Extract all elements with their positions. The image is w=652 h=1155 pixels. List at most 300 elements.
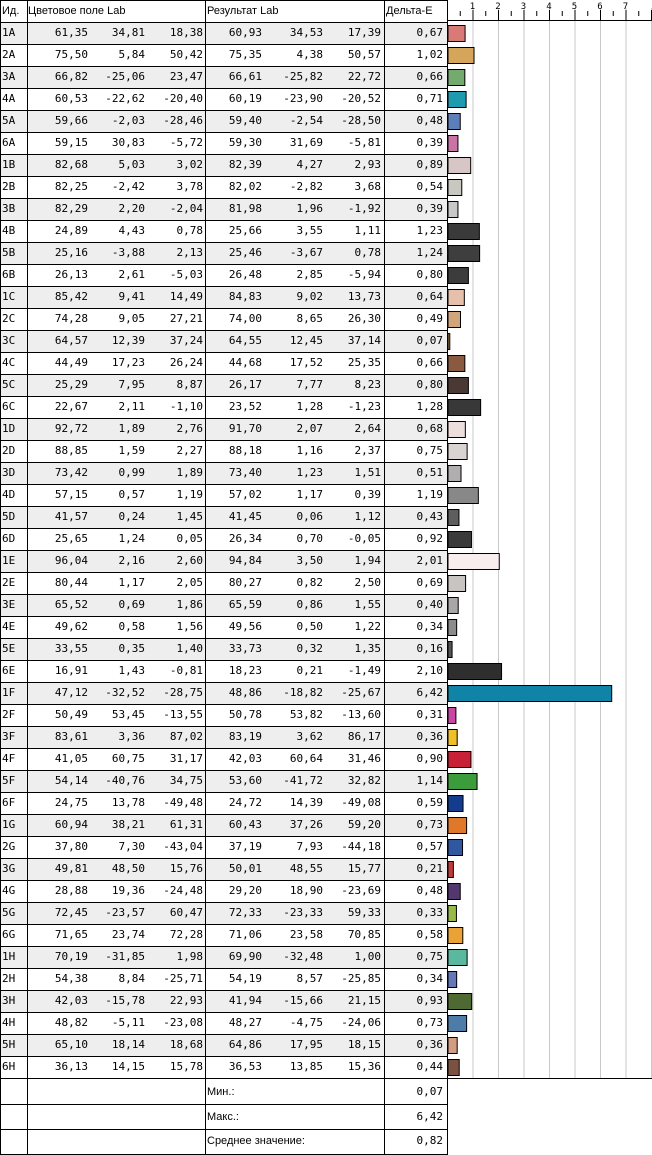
header-delta-e: Дельта-E: [386, 5, 433, 17]
cell-rb: 8,23: [354, 378, 381, 391]
cell-ra: 14,39: [289, 796, 323, 809]
cell-rb: -25,85: [341, 972, 381, 985]
cell-pa: 2,16: [118, 554, 145, 567]
cell-rb: 15,36: [347, 1060, 381, 1073]
cell-pa: -31,85: [105, 950, 145, 963]
row-id: 4G: [2, 884, 16, 897]
cell-rL: 72,33: [228, 906, 262, 919]
cell-pL: 82,68: [54, 158, 88, 171]
cell-de: 0,34: [416, 972, 443, 985]
cell-ra: 3,55: [296, 224, 323, 237]
cell-pa: 4,43: [118, 224, 145, 237]
cell-rb: -24,06: [341, 1016, 381, 1029]
cell-pb: 18,38: [169, 26, 203, 39]
cell-pL: 36,13: [54, 1060, 88, 1073]
cell-ra: 0,50: [296, 620, 323, 633]
cell-de: 0,36: [416, 1038, 443, 1051]
cell-de: 0,75: [416, 950, 443, 963]
cell-de: 0,80: [416, 378, 443, 391]
row-id: 4D: [2, 488, 16, 501]
row-id: 4F: [2, 752, 16, 765]
cell-de: 0,75: [416, 444, 443, 457]
cell-rL: 42,03: [228, 752, 262, 765]
cell-rL: 60,19: [228, 92, 262, 105]
cell-ra: 0,86: [296, 598, 323, 611]
cell-rL: 84,83: [228, 290, 262, 303]
cell-rb: -28,50: [341, 114, 381, 127]
cell-de: 0,51: [416, 466, 443, 479]
row-id: 3B: [2, 202, 16, 215]
cell-ra: 31,69: [289, 136, 323, 149]
cell-rb: -23,69: [341, 884, 381, 897]
cell-pa: -25,06: [105, 70, 145, 83]
row-id: 6B: [2, 268, 16, 281]
cell-de: 0,73: [416, 1016, 443, 1029]
row-id: 5H: [2, 1038, 16, 1051]
cell-rb: 31,46: [347, 752, 381, 765]
cell-de: 1,24: [416, 246, 443, 259]
chart-tick-label: 4: [546, 2, 552, 12]
cell-pa: 30,83: [111, 136, 145, 149]
cell-de: 2,01: [416, 554, 443, 567]
cell-de: 0,48: [416, 884, 443, 897]
cell-ra: 1,28: [296, 400, 323, 413]
cell-pa: 18,14: [111, 1038, 145, 1051]
cell-de: 0,21: [416, 862, 443, 875]
row-id: 1D: [2, 422, 16, 435]
cell-pb: 2,05: [176, 576, 203, 589]
chart-tick-label: 5: [571, 2, 578, 12]
cell-pL: 61,35: [54, 26, 88, 39]
row-id: 6H: [2, 1060, 16, 1073]
cell-rb: 32,82: [347, 774, 381, 787]
cell-pb: -49,48: [163, 796, 203, 809]
cell-pL: 59,15: [54, 136, 88, 149]
cell-rb: 59,33: [347, 906, 381, 919]
cell-de: 0,64: [416, 290, 443, 303]
cell-ra: 48,55: [289, 862, 323, 875]
cell-pL: 41,57: [54, 510, 88, 523]
cell-rL: 25,46: [228, 246, 262, 259]
cell-rb: 1,51: [354, 466, 381, 479]
cell-pa: 60,75: [111, 752, 145, 765]
cell-pL: 71,65: [54, 928, 88, 941]
cell-pa: -22,62: [105, 92, 145, 105]
cell-rL: 94,84: [228, 554, 262, 567]
cell-pL: 75,50: [54, 48, 88, 61]
cell-pa: 12,39: [111, 334, 145, 347]
cell-rL: 74,00: [228, 312, 262, 325]
row-id: 3A: [2, 70, 16, 83]
cell-rL: 64,55: [228, 334, 262, 347]
cell-ra: 0,21: [296, 664, 323, 677]
cell-rL: 50,78: [228, 708, 262, 721]
cell-pL: 47,12: [54, 686, 88, 699]
cell-pL: 65,10: [54, 1038, 88, 1051]
cell-pb: 34,75: [169, 774, 203, 787]
cell-de: 0,80: [416, 268, 443, 281]
cell-pL: 96,04: [54, 554, 88, 567]
cell-pL: 60,53: [54, 92, 88, 105]
cell-ra: 9,02: [296, 290, 323, 303]
cell-pa: 5,03: [118, 158, 145, 171]
row-id: 2H: [2, 972, 16, 985]
cell-pL: 37,80: [54, 840, 88, 853]
row-id: 1B: [2, 158, 16, 171]
cell-pa: 23,74: [111, 928, 145, 941]
row-id: 3G: [2, 862, 16, 875]
row-id: 6F: [2, 796, 16, 809]
cell-rL: 66,61: [228, 70, 262, 83]
cell-rL: 69,90: [228, 950, 262, 963]
cell-pa: 9,41: [118, 290, 145, 303]
cell-pL: 54,38: [54, 972, 88, 985]
cell-pb: -28,46: [163, 114, 203, 127]
cell-de: 0,73: [416, 818, 443, 831]
row-id: 1G: [2, 818, 16, 831]
cell-pb: 87,02: [169, 730, 203, 743]
cell-de: 0,36: [416, 730, 443, 743]
cell-rb: 18,15: [347, 1038, 381, 1051]
cell-ra: 13,85: [289, 1060, 323, 1073]
cell-pa: 1,17: [118, 576, 145, 589]
summary-value: 6,42: [416, 1109, 443, 1123]
cell-pa: -3,88: [111, 246, 145, 259]
cell-pL: 88,85: [54, 444, 88, 457]
cell-ra: 17,95: [289, 1038, 323, 1051]
cell-pb: 1,98: [176, 950, 203, 963]
header-result-lab: Результат Lab: [207, 5, 279, 17]
cell-rb: 1,55: [354, 598, 381, 611]
cell-rL: 36,53: [228, 1060, 262, 1073]
cell-rL: 73,40: [228, 466, 262, 479]
cell-ra: -2,54: [289, 114, 323, 127]
cell-rb: -1,23: [347, 400, 381, 413]
cell-rb: 1,94: [354, 554, 381, 567]
row-id: 2E: [2, 576, 16, 589]
cell-pb: 3,02: [176, 158, 203, 171]
cell-pL: 80,44: [54, 576, 88, 589]
cell-rb: 1,00: [354, 950, 381, 963]
cell-pb: 22,93: [169, 994, 203, 1007]
cell-pb: -28,75: [163, 686, 203, 699]
cell-rL: 54,19: [228, 972, 262, 985]
cell-rL: 37,19: [228, 840, 262, 853]
cell-ra: -25,82: [283, 70, 323, 83]
cell-rb: -0,05: [347, 532, 381, 545]
cell-rb: 86,17: [347, 730, 381, 743]
cell-ra: 0,70: [296, 532, 323, 545]
cell-pa: 7,30: [118, 840, 145, 853]
cell-rb: 2,37: [354, 444, 381, 457]
cell-rL: 29,20: [228, 884, 262, 897]
row-id: 1C: [2, 290, 16, 303]
cell-pa: 0,35: [118, 642, 145, 655]
cell-ra: 1,23: [296, 466, 323, 479]
cell-rb: -25,67: [341, 686, 381, 699]
cell-rb: -13,60: [341, 708, 381, 721]
row-id: 5A: [2, 114, 16, 127]
row-id: 1H: [2, 950, 16, 963]
row-id: 1E: [2, 554, 16, 567]
cell-ra: -4,75: [289, 1016, 323, 1029]
cell-de: 0,89: [416, 158, 443, 171]
chart-tick-label: 6: [597, 2, 603, 12]
cell-de: 0,31: [416, 708, 443, 721]
cell-de: 0,59: [416, 796, 443, 809]
cell-pb: -5,03: [169, 268, 203, 281]
cell-pL: 49,62: [54, 620, 88, 633]
row-id: 3E: [2, 598, 16, 611]
cell-ra: -18,82: [283, 686, 323, 699]
cell-pL: 25,65: [54, 532, 88, 545]
cell-pa: 7,95: [118, 378, 145, 391]
cell-rb: 17,39: [347, 26, 381, 39]
cell-pa: 0,69: [118, 598, 145, 611]
cell-pL: 64,57: [54, 334, 88, 347]
row-id: 4H: [2, 1016, 16, 1029]
cell-rL: 25,66: [228, 224, 262, 237]
cell-rL: 83,19: [228, 730, 262, 743]
cell-pb: 18,68: [169, 1038, 203, 1051]
cell-ra: 2,07: [296, 422, 323, 435]
cell-de: 1,19: [416, 488, 443, 501]
cell-rL: 91,70: [228, 422, 262, 435]
cell-ra: -32,48: [283, 950, 323, 963]
cell-rb: 21,15: [347, 994, 381, 1007]
cell-de: 0,66: [416, 70, 443, 83]
cell-rb: 25,35: [347, 356, 381, 369]
cell-rL: 59,30: [228, 136, 262, 149]
cell-pL: 26,13: [54, 268, 88, 281]
cell-rL: 81,98: [228, 202, 262, 215]
cell-ra: 18,90: [289, 884, 323, 897]
cell-de: 0,71: [416, 92, 443, 105]
cell-ra: 53,82: [289, 708, 323, 721]
cell-pL: 82,25: [54, 180, 88, 193]
cell-pa: 2,11: [118, 400, 145, 413]
cell-rL: 18,23: [228, 664, 262, 677]
cell-ra: 34,53: [289, 26, 323, 39]
summary-label: Среднее значение:: [207, 1135, 305, 1147]
cell-rb: -1,49: [347, 664, 381, 677]
cell-pa: 53,45: [111, 708, 145, 721]
cell-rL: 41,94: [228, 994, 262, 1007]
cell-rb: 59,20: [347, 818, 381, 831]
cell-pL: 50,49: [54, 708, 88, 721]
cell-rL: 71,06: [228, 928, 262, 941]
cell-pL: 24,75: [54, 796, 88, 809]
cell-pa: -5,11: [111, 1016, 145, 1029]
cell-pb: 1,45: [176, 510, 203, 523]
cell-de: 1,14: [416, 774, 443, 787]
cell-rL: 82,39: [228, 158, 262, 171]
cell-pb: 1,86: [176, 598, 203, 611]
cell-de: 0,67: [416, 26, 443, 39]
cell-de: 0,40: [416, 598, 443, 611]
cell-rb: 37,14: [347, 334, 381, 347]
cell-pL: 66,82: [54, 70, 88, 83]
cell-de: 0,54: [416, 180, 443, 193]
cell-pb: 1,40: [176, 642, 203, 655]
row-id: 6G: [2, 928, 16, 941]
cell-rL: 26,17: [228, 378, 262, 391]
cell-pa: -15,78: [105, 994, 145, 1007]
cell-rb: 3,68: [354, 180, 381, 193]
cell-ra: 1,96: [296, 202, 323, 215]
cell-rL: 50,01: [228, 862, 262, 875]
cell-pb: -25,71: [163, 972, 203, 985]
cell-pL: 44,49: [54, 356, 88, 369]
cell-rL: 65,59: [228, 598, 262, 611]
chart-tick-label: 7: [622, 2, 629, 12]
cell-pa: 0,58: [118, 620, 145, 633]
cell-pb: -1,10: [169, 400, 203, 413]
row-id: 3C: [2, 334, 16, 347]
cell-de: 0,39: [416, 136, 443, 149]
row-id: 5D: [2, 510, 16, 523]
row-id: 2C: [2, 312, 16, 325]
cell-pL: 83,61: [54, 730, 88, 743]
summary-label: Макс.:: [207, 1110, 239, 1123]
summary-value: 0,82: [416, 1134, 443, 1147]
row-id: 3H: [2, 994, 16, 1007]
cell-ra: 37,26: [289, 818, 323, 831]
cell-pa: -23,57: [105, 906, 145, 919]
cell-ra: 60,64: [289, 752, 323, 765]
cell-rL: 49,56: [228, 620, 262, 633]
cell-rL: 53,60: [228, 774, 262, 787]
cell-rL: 80,27: [228, 576, 262, 589]
cell-de: 0,16: [416, 642, 443, 655]
cell-pb: -5,72: [169, 136, 203, 149]
cell-pa: 48,50: [111, 862, 145, 875]
row-id: 2A: [2, 48, 16, 61]
row-id: 5E: [2, 642, 16, 655]
cell-pL: 22,67: [54, 400, 88, 413]
cell-pL: 33,55: [54, 642, 88, 655]
cell-ra: -23,33: [283, 906, 323, 919]
cell-pL: 28,88: [54, 884, 88, 897]
cell-ra: 4,38: [296, 48, 323, 61]
cell-pb: 15,78: [169, 1060, 203, 1073]
cell-rb: 1,35: [354, 642, 381, 655]
cell-de: 0,93: [416, 994, 443, 1007]
cell-pa: 13,78: [111, 796, 145, 809]
row-id: 5G: [2, 906, 16, 919]
cell-de: 0,92: [416, 532, 443, 545]
cell-rL: 26,34: [228, 532, 262, 545]
cell-ra: -3,67: [289, 246, 323, 259]
row-id: 5F: [2, 774, 16, 787]
cell-pa: 1,59: [118, 444, 145, 457]
cell-ra: 23,58: [289, 928, 323, 941]
cell-rb: 70,85: [347, 928, 381, 941]
cell-pb: 1,19: [176, 488, 203, 501]
cell-de: 1,28: [416, 400, 443, 413]
cell-pa: 2,61: [118, 268, 145, 281]
cell-pb: 72,28: [169, 928, 203, 941]
cell-rb: 26,30: [347, 312, 381, 325]
row-id: 6C: [2, 400, 16, 413]
cell-pL: 25,29: [54, 378, 88, 391]
cell-pb: 23,47: [169, 70, 203, 83]
cell-rL: 48,86: [228, 686, 262, 699]
cell-rb: -1,92: [347, 202, 381, 215]
cell-pL: 73,42: [54, 466, 88, 479]
cell-pL: 74,28: [54, 312, 88, 325]
row-id: 3D: [2, 466, 16, 479]
cell-rL: 24,72: [228, 796, 262, 809]
cell-pa: 17,23: [111, 356, 145, 369]
cell-pb: 3,78: [176, 180, 203, 193]
cell-pa: 19,36: [111, 884, 145, 897]
cell-pb: 0,78: [176, 224, 203, 237]
cell-pL: 41,05: [54, 752, 88, 765]
cell-ra: 17,52: [289, 356, 323, 369]
cell-ra: 0,32: [296, 642, 323, 655]
cell-pL: 16,91: [54, 664, 88, 677]
cell-ra: 0,06: [296, 510, 323, 523]
header-patch-lab: Цветовое поле Lab: [28, 5, 126, 17]
cell-ra: 8,57: [296, 972, 323, 985]
cell-ra: 4,27: [296, 158, 323, 171]
cell-pb: 8,87: [176, 378, 203, 391]
cell-de: 0,43: [416, 510, 443, 523]
cell-pa: 1,43: [118, 664, 145, 677]
row-id: 4C: [2, 356, 16, 369]
cell-rb: -44,18: [341, 840, 381, 853]
cell-rL: 75,35: [228, 48, 262, 61]
cell-pa: -2,42: [111, 180, 145, 193]
cell-pa: 1,89: [118, 422, 145, 435]
row-id: 4E: [2, 620, 16, 633]
cell-pa: 38,21: [111, 818, 145, 831]
cell-pa: 3,36: [118, 730, 145, 743]
row-id: 2D: [2, 444, 16, 457]
cell-pL: 92,72: [54, 422, 88, 435]
cell-pa: 5,84: [118, 48, 145, 61]
cell-de: 6,42: [416, 686, 443, 699]
cell-pa: 9,05: [118, 312, 145, 325]
cell-rL: 57,02: [228, 488, 262, 501]
cell-pL: 54,14: [54, 774, 88, 787]
cell-ra: 3,62: [296, 730, 323, 743]
cell-rb: 22,72: [347, 70, 381, 83]
cell-ra: 7,77: [296, 378, 323, 391]
chart-tick-label: 1: [469, 2, 476, 12]
summary-value: 0,07: [416, 1085, 443, 1098]
cell-pa: -40,76: [105, 774, 145, 787]
cell-pb: 26,24: [169, 356, 203, 369]
cell-pL: 24,89: [54, 224, 88, 237]
row-id: 5B: [2, 246, 16, 259]
cell-pa: 0,99: [118, 466, 145, 479]
cell-de: 0,33: [416, 906, 443, 919]
row-id: 6D: [2, 532, 16, 545]
cell-rb: 1,12: [354, 510, 381, 523]
header-id: Ид.: [2, 5, 20, 17]
cell-rb: 50,57: [347, 48, 381, 61]
cell-rL: 26,48: [228, 268, 262, 281]
cell-pL: 48,82: [54, 1016, 88, 1029]
cell-ra: 8,65: [296, 312, 323, 325]
cell-pL: 57,15: [54, 488, 88, 501]
cell-de: 0,66: [416, 356, 443, 369]
cell-ra: -23,90: [283, 92, 323, 105]
cell-rL: 88,18: [228, 444, 262, 457]
cell-rL: 82,02: [228, 180, 262, 193]
